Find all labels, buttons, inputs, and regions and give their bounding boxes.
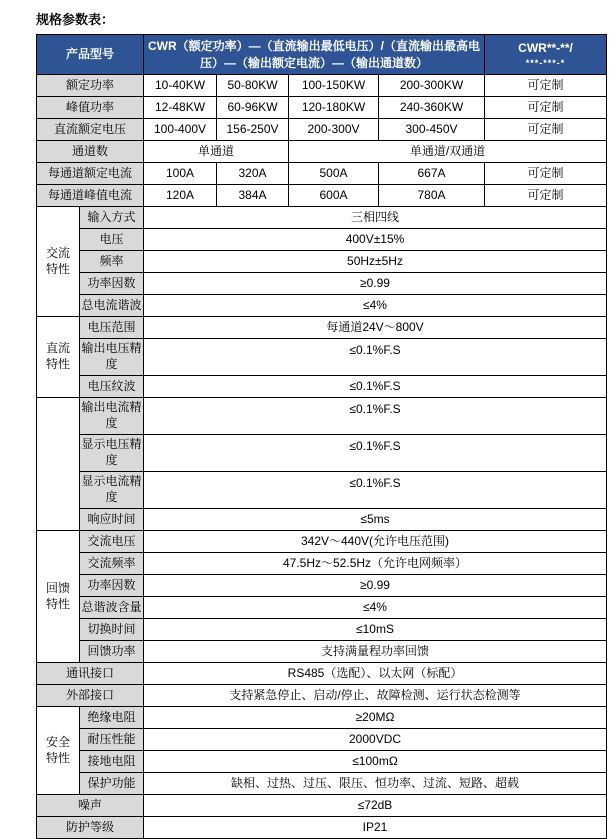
row-value: 667A — [379, 163, 485, 185]
row-value: 三相四线 — [144, 207, 607, 229]
row-ip-rating — [37, 817, 607, 839]
row-label: 绝缘电阻 — [80, 707, 144, 729]
row-ac-power-factor — [37, 273, 607, 295]
row-label: 每通道峰值电流 — [37, 185, 144, 207]
row-protection-functions — [37, 773, 607, 795]
row-insulation-resistance — [37, 707, 607, 729]
row-external-interface — [37, 685, 607, 707]
row-value: 支持紧急停止、启动/停止、故障检测、运行状态检测等 — [144, 685, 607, 707]
row-label: 峰值功率 — [37, 97, 144, 119]
row-label: 回馈功率 — [80, 641, 144, 663]
row-value: 每通道24V～800V — [144, 317, 607, 339]
row-label: 功率因数 — [80, 273, 144, 295]
row-value: 可定制 — [485, 163, 607, 185]
row-fb-thd — [37, 597, 607, 619]
row-value: 780A — [379, 185, 485, 207]
row-value: 100-150KW — [289, 75, 379, 97]
row-value: 单通道/双通道 — [289, 141, 607, 163]
row-fb-power — [37, 641, 607, 663]
row-label: 噪声 — [37, 795, 144, 817]
row-value: 可定制 — [485, 185, 607, 207]
row-value: 可定制 — [485, 97, 607, 119]
page-title: 规格参数表： — [36, 12, 115, 27]
row-value: 240-360KW — [379, 97, 485, 119]
row-value: 342V～440V(允许电压范围) — [144, 531, 607, 553]
row-label: 通道数 — [37, 141, 144, 163]
row-label: 输出电流精度 — [80, 398, 144, 435]
row-value: ≤100mΩ — [144, 751, 607, 773]
row-label: 总谐波含量 — [80, 597, 144, 619]
row-value: 500A — [289, 163, 379, 185]
row-input-mode — [37, 207, 607, 229]
row-value: 400V±15% — [144, 229, 607, 251]
row-label: 电压 — [80, 229, 144, 251]
row-label: 每通道额定电流 — [37, 163, 144, 185]
row-output-voltage-accuracy — [37, 339, 607, 376]
group-cell-empty — [37, 398, 80, 531]
row-value: 200-300V — [289, 119, 379, 141]
group-label: 回馈特性 — [46, 580, 71, 611]
group-cell-ac — [37, 207, 80, 317]
row-comm-interface — [37, 663, 607, 685]
row-label: 显示电流精度 — [80, 472, 144, 509]
row-value: 156-250V — [217, 119, 289, 141]
row-value: ≤4% — [144, 597, 607, 619]
row-value: ≥0.99 — [144, 273, 607, 295]
row-value: 支持满量程功率回馈 — [144, 641, 607, 663]
row-label: 交流电压 — [80, 531, 144, 553]
row-value: ≤0.1%F.S — [144, 339, 607, 376]
row-value: RS485（选配）、以太网（标配） — [144, 663, 607, 685]
row-value: ≤0.1%F.S — [144, 376, 607, 398]
row-peak-power — [37, 97, 607, 119]
group-label: 安全特性 — [46, 734, 71, 765]
row-ground-resistance — [37, 751, 607, 773]
row-value: IP21 — [144, 817, 607, 839]
row-value: 12-48KW — [144, 97, 217, 119]
row-value: ≤72dB — [144, 795, 607, 817]
row-value: 300-450V — [379, 119, 485, 141]
row-label: 外部接口 — [37, 685, 144, 707]
row-fb-ac-voltage — [37, 531, 607, 553]
row-value: 120A — [144, 185, 217, 207]
group-label: 直流特性 — [46, 341, 71, 371]
row-label: 电压纹波 — [80, 376, 144, 398]
row-ac-frequency — [37, 251, 607, 273]
row-label: 输出电压精度 — [80, 339, 144, 376]
group-label: 交流特性 — [46, 245, 71, 276]
row-dc-voltage-range — [37, 317, 607, 339]
row-value: ≤4% — [144, 295, 607, 317]
group-cell-feedback — [37, 531, 80, 663]
row-response-time — [37, 509, 607, 531]
row-value: 可定制 — [485, 75, 607, 97]
row-value: 320A — [217, 163, 289, 185]
row-fb-ac-frequency — [37, 553, 607, 575]
row-label: 频率 — [80, 251, 144, 273]
row-switch-time — [37, 619, 607, 641]
row-value: 60-96KW — [217, 97, 289, 119]
header-naming-rule: CWR（额定功率）—（直流输出最低电压）/（直流输出最高电压）—（输出额定电流）—（输出通道数） — [144, 35, 485, 75]
row-label: 电压范围 — [80, 317, 144, 339]
row-value: ≤0.1%F.S — [144, 472, 607, 509]
row-label: 耐压性能 — [80, 729, 144, 751]
row-ac-voltage — [37, 229, 607, 251]
row-value: ≥20MΩ — [144, 707, 607, 729]
custom-model-line1: CWR**-**/ — [518, 40, 573, 55]
row-value: 10-40KW — [144, 75, 217, 97]
row-label: 显示电压精度 — [80, 435, 144, 472]
row-value: ≤5ms — [144, 509, 607, 531]
spec-table — [36, 34, 607, 839]
row-fb-power-factor — [37, 575, 607, 597]
row-value: ≥0.99 — [144, 575, 607, 597]
custom-model-line2: ***-***-* — [525, 58, 566, 69]
row-value: 100-400V — [144, 119, 217, 141]
row-display-voltage-accuracy — [37, 435, 607, 472]
row-label: 通讯接口 — [37, 663, 144, 685]
row-value: 384A — [217, 185, 289, 207]
row-value: 2000VDC — [144, 729, 607, 751]
row-label: 额定功率 — [37, 75, 144, 97]
row-label: 输入方式 — [80, 207, 144, 229]
row-label: 总电流谐波 — [80, 295, 144, 317]
row-value: 50Hz±5Hz — [144, 251, 607, 273]
row-label: 防护等级 — [37, 817, 144, 839]
row-value: ≤0.1%F.S — [144, 398, 607, 435]
row-value: 单通道 — [144, 141, 289, 163]
row-label: 保护功能 — [80, 773, 144, 795]
row-withstand-voltage — [37, 729, 607, 751]
row-value: 缺相、过热、过压、限压、恒功率、过流、短路、超载 — [144, 773, 607, 795]
header-product-model: 产品型号 — [37, 35, 144, 75]
row-display-current-accuracy — [37, 472, 607, 509]
row-label: 切换时间 — [80, 619, 144, 641]
row-value: 可定制 — [485, 119, 607, 141]
row-value: 50-80KW — [217, 75, 289, 97]
row-rated-power — [37, 75, 607, 97]
table-header-row — [37, 35, 607, 75]
row-label: 交流频率 — [80, 553, 144, 575]
row-value: 120-180KW — [289, 97, 379, 119]
row-channel-peak-current — [37, 185, 607, 207]
group-cell-dc — [37, 317, 80, 398]
row-channel-rated-current — [37, 163, 607, 185]
row-label: 直流额定电压 — [37, 119, 144, 141]
row-label: 响应时间 — [80, 509, 144, 531]
row-output-current-accuracy — [37, 398, 607, 435]
row-noise — [37, 795, 607, 817]
row-value: ≤0.1%F.S — [144, 435, 607, 472]
row-label: 接地电阻 — [80, 751, 144, 773]
row-value: ≤10mS — [144, 619, 607, 641]
row-value: 47.5Hz～52.5Hz（允许电网频率） — [144, 553, 607, 575]
header-custom-model — [485, 35, 607, 75]
row-ac-current-harmonics — [37, 295, 607, 317]
row-value: 200-300KW — [379, 75, 485, 97]
row-label: 功率因数 — [80, 575, 144, 597]
row-value: 100A — [144, 163, 217, 185]
row-value: 600A — [289, 185, 379, 207]
row-voltage-ripple — [37, 376, 607, 398]
row-channel-count — [37, 141, 607, 163]
row-dc-rated-voltage — [37, 119, 607, 141]
group-cell-safety — [37, 707, 80, 795]
